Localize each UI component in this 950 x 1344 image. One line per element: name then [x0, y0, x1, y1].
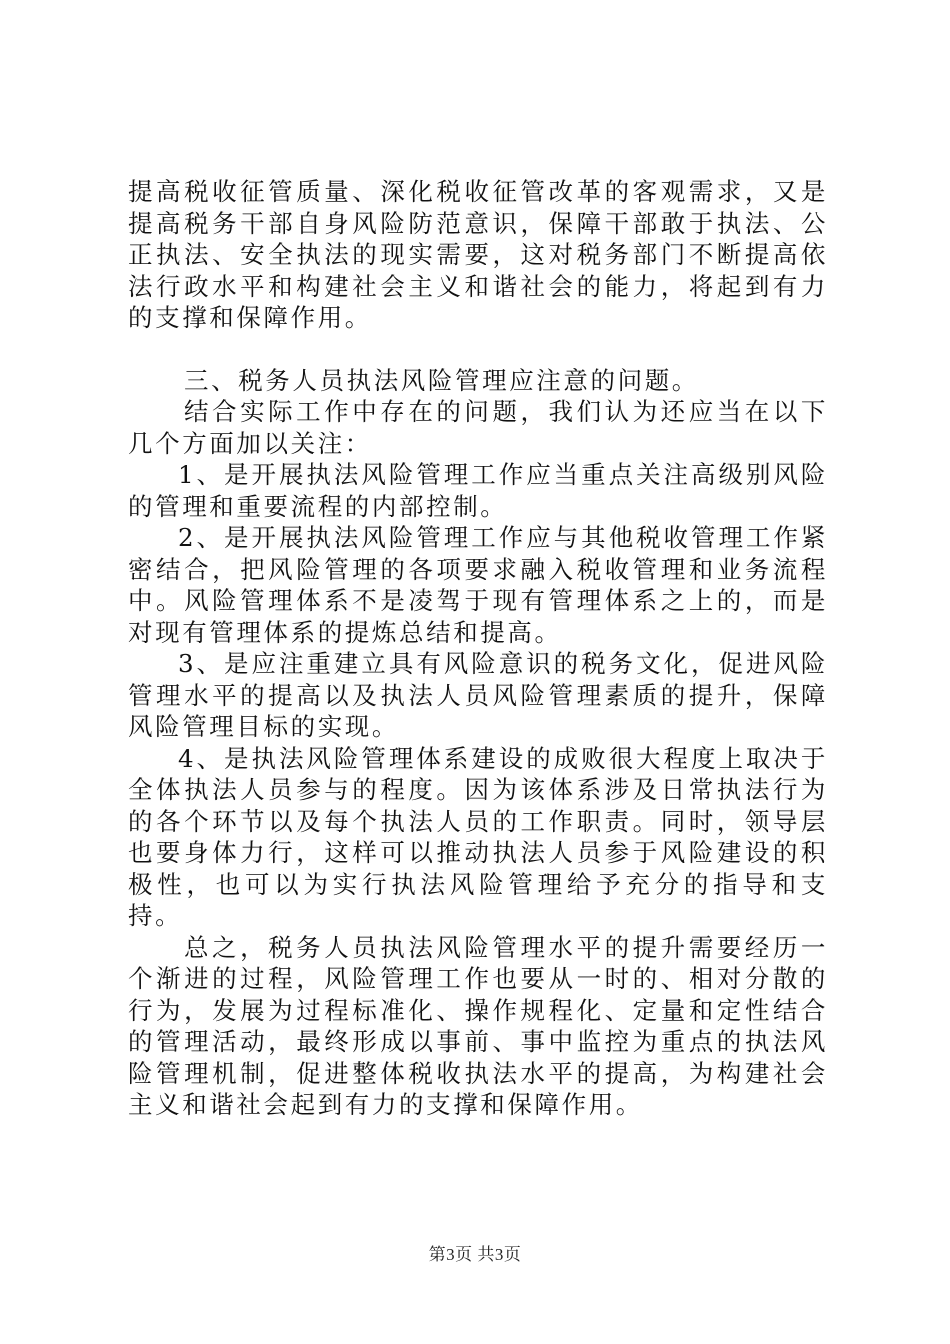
paragraph-intro: 结合实际工作中存在的问题，我们认为还应当在以下几个方面加以关注：: [128, 397, 828, 458]
list-item-3: 3、是应注重建立具有风险意识的税务文化，促进风险管理水平的提高以及执法人员风险管理素质的提升，保障风险管理目标的实现。: [128, 649, 828, 741]
document-body: [128, 176, 828, 1121]
paragraph-continuation: 提高税收征管质量、深化税收征管改革的客观需求，又是提高税务干部自身风险防范意识，保障干部敢于执法、公正执法、安全执法的现实需要，这对税务部门不断提高依法行政水平和构建社会主义和谐社会的能力，将起到有力的支撑和保障作用。: [128, 177, 828, 332]
page-number-footer: 第3页 共3页: [428, 1245, 522, 1264]
list-item-4: 4、是执法风险管理体系建设的成败很大程度上取决于全体执法人员参与的程度。因为该体系涉及日常执法行为的各个环节以及每个执法人员的工作职责。同时，领导层也要身体力行，这样可以推动执法人员参于风险建设的积极性，也可以为实行执法风险管理给予充分的指导和支持。: [128, 743, 828, 930]
section-heading: 三、税务人员执法风险管理应注意的问题。: [184, 365, 699, 395]
list-item-1: 1、是开展执法风险管理工作应当重点关注高级别风险的管理和重要流程的内部控制。: [128, 460, 828, 521]
paragraph-conclusion: 总之，税务人员执法风险管理水平的提升需要经历一个渐进的过程，风险管理工作也要从一时的、相对分散的行为，发展为过程标准化、操作规程化、定量和定性结合的管理活动，最终形成以事前、事中监控为重点的执法风险管理机制，促进整体税收执法水平的提高，为构建社会主义和谐社会起到有力的支撑和保障作用。: [128, 932, 828, 1119]
list-item-2: 2、是开展执法风险管理工作应与其他税收管理工作紧密结合，把风险管理的各项要求融入税收管理和业务流程中。风险管理体系不是凌驾于现有管理体系之上的，而是对现有管理体系的提炼总结和提高。: [128, 523, 828, 647]
